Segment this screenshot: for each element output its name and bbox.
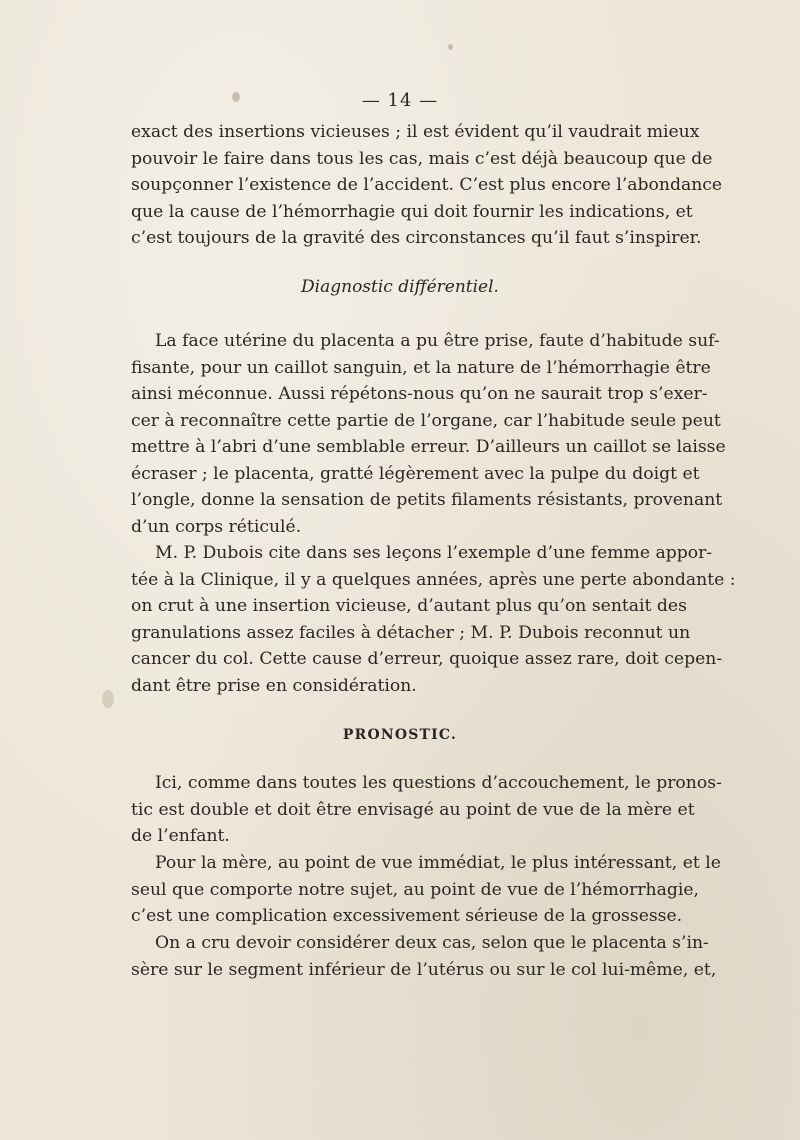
text-line: seul que comporte notre sujet, au point de vue de l’hémorrhagie, — [131, 879, 699, 900]
paragraph-1 — [131, 119, 723, 252]
text-line: tic est double et doit être envisagé au point de vue de la mère et — [131, 799, 695, 820]
section-heading-prognostic: PRONOSTIC. — [342, 727, 458, 743]
ink-spot — [448, 44, 453, 50]
text-line: La face utérine du placenta a pu être prise, faute d’habitude suf- — [155, 331, 720, 351]
text-line: l’ongle, donne la sensation de petits filaments résistants, provenant — [131, 490, 723, 510]
text-line: fisante, pour un caillot sanguin, et la nature de l’hémorrhagie être — [131, 357, 711, 378]
page-number: — 14 — — [361, 90, 439, 111]
text-line: sère sur le segment inférieur de l’utérus ou sur le col lui-même, et, — [131, 959, 717, 980]
text-line: on crut à une insertion vicieuse, d’autant plus qu’on sentait des — [131, 596, 687, 616]
text-line: d’un corps réticulé. — [131, 516, 302, 537]
section-heading-diagnostic: Diagnostic différentiel. — [301, 277, 499, 297]
text-line: exact des insertions vicieuses ; il est évident qu’il vaudrait mieux — [131, 122, 700, 142]
paragraph-3 — [131, 540, 736, 699]
text-line: c’est toujours de la gravité des circonstances qu’il faut s’inspirer. — [131, 228, 702, 248]
text-line: Ici, comme dans toutes les questions d’accouchement, le pronos- — [155, 773, 722, 793]
text-line: cancer du col. Cette cause d’erreur, quoique assez rare, doit cepen- — [131, 649, 723, 669]
text-line: Pour la mère, au point de vue immédiat, le plus intéressant, et le — [155, 853, 721, 873]
text-line: granulations assez faciles à détacher ; M. P. Dubois reconnut un — [131, 622, 691, 643]
text-line: On a cru devoir considérer deux cas, selon que le placenta s’in- — [155, 933, 709, 953]
paragraph-6 — [131, 930, 717, 983]
paragraph-5 — [131, 850, 721, 930]
text-line: tée à la Clinique, il y a quelques années, après une perte abondante : — [131, 569, 736, 590]
text-line: écraser ; le placenta, gratté légèrement avec la pulpe du doigt et — [131, 463, 700, 484]
text-line: mettre à l’abri d’une semblable erreur. D’ailleurs un caillot se laisse — [131, 437, 726, 457]
paragraph-2 — [131, 328, 726, 540]
text-line: M. P. Dubois cite dans ses leçons l’exemple d’une femme appor- — [155, 543, 713, 563]
text-line: pouvoir le faire dans tous les cas, mais c’est déjà beaucoup que de — [131, 148, 713, 169]
text-line: soupçonner l’existence de l’accident. C’est plus encore l’abondance — [131, 175, 723, 195]
text-line: c’est une complication excessivement sérieuse de la grossesse. — [131, 906, 683, 926]
paragraph-4 — [131, 770, 722, 850]
text-line: cer à reconnaître cette partie de l’organe, car l’habitude seule peut — [131, 410, 721, 431]
text-line: de l’enfant. — [131, 826, 230, 846]
ink-spot — [102, 690, 114, 708]
text-line: ainsi méconnue. Aussi répétons-nous qu’on ne saurait trop s’exer- — [131, 384, 708, 404]
text-line: que la cause de l’hémorrhagie qui doit fournir les indications, et — [131, 201, 693, 222]
text-line: dant être prise en considération. — [131, 675, 417, 696]
